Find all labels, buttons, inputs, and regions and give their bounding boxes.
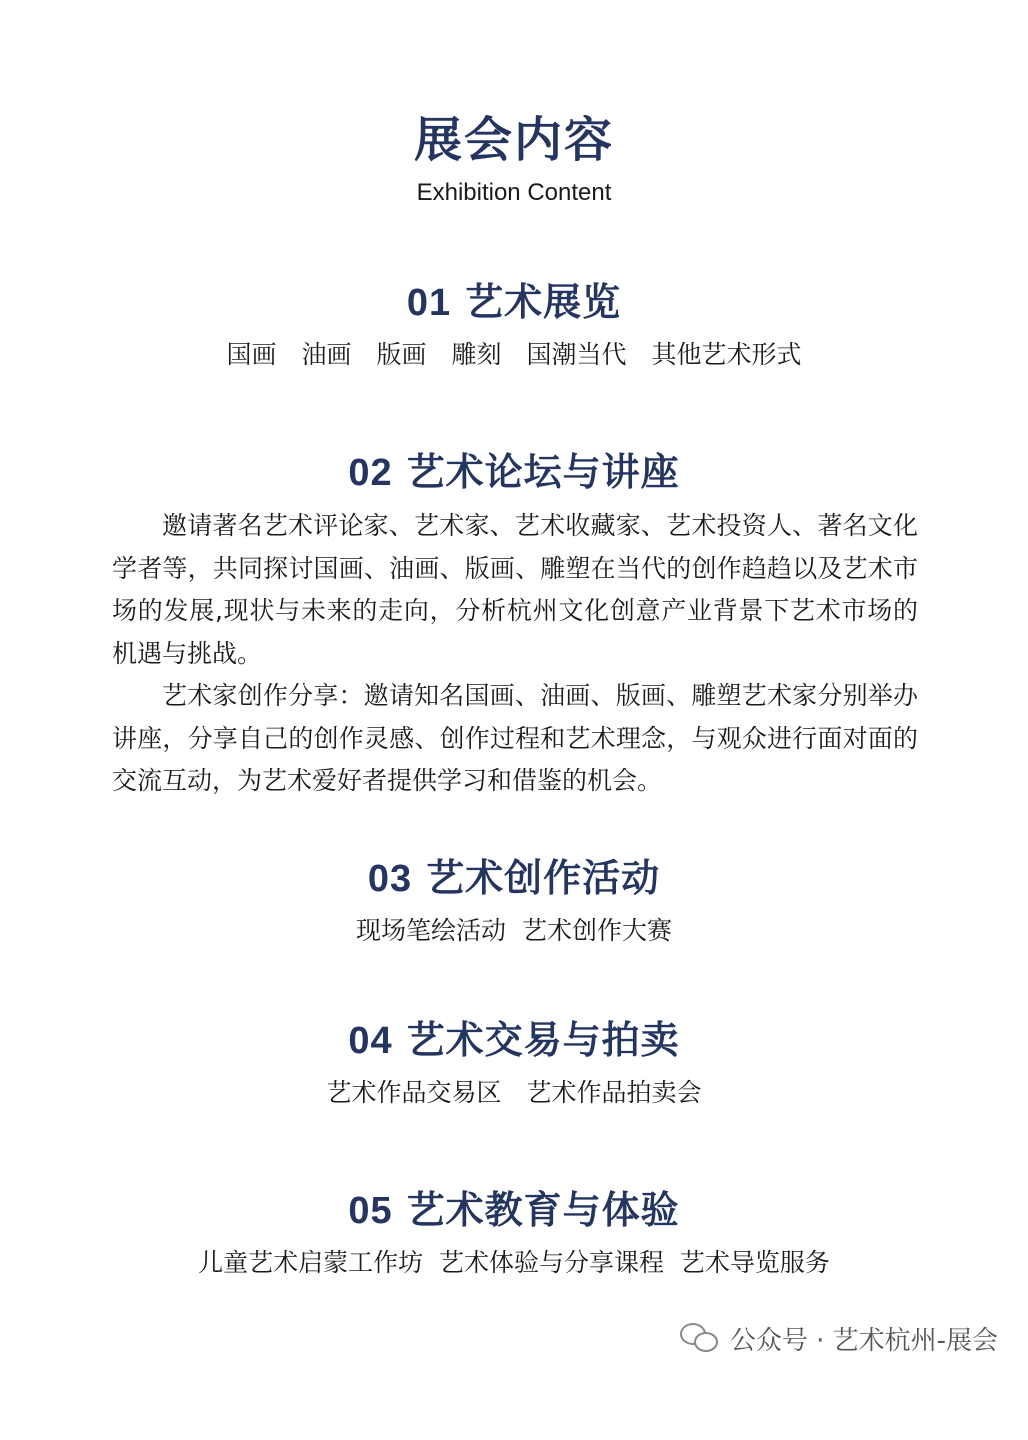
section-title (0, 1014, 1028, 1067)
section-art-education (0, 1184, 1028, 1281)
section-forum-body (112, 505, 918, 803)
section-heading: 艺术交易与拍卖 (406, 1018, 680, 1062)
page-title: 展会内容 (413, 112, 614, 168)
section-heading: 艺术创作活动 (426, 856, 661, 900)
section-items: 艺术作品交易区 艺术作品拍卖会 (326, 1078, 702, 1107)
page-subtitle: Exhibition Content (416, 179, 612, 206)
wechat-icon (680, 1321, 720, 1355)
section-number: 05 (348, 1190, 393, 1232)
section-number: 02 (348, 452, 393, 494)
paragraph-forum-intro: 邀请著名艺术评论家、艺术家、艺术收藏家、艺术投资人、著名文化学者等，共同探讨国画、油画、版画、雕塑在当代的创作趋趋以及艺术市场的发展,现状与未来的走向，分析杭州文化创意产业背景下艺术市场的机遇与挑战。 (112, 511, 918, 668)
section-number: 03 (367, 858, 413, 900)
section-heading: 艺术展览 (465, 280, 622, 324)
section-art-creation (0, 852, 1028, 949)
section-title (0, 852, 1028, 905)
section-number: 01 (406, 282, 452, 324)
section-title (0, 446, 1028, 499)
section-items: 现场笔绘活动 艺术创作大赛 (356, 916, 672, 945)
section-art-trading (0, 1014, 1028, 1111)
section-number: 04 (348, 1020, 393, 1062)
section-items: 国画 油画 版画 雕刻 国潮当代 其他艺术形式 (226, 340, 802, 369)
footer-text: 公众号 · 艺术杭州-展会 (729, 1325, 998, 1356)
section-items: 儿童艺术启蒙工作坊 艺术体验与分享课程 艺术导览服务 (198, 1248, 830, 1277)
section-heading: 艺术论坛与讲座 (406, 450, 680, 494)
footer-watermark (680, 1314, 998, 1362)
paragraph-artist-sharing: 艺术家创作分享：邀请知名国画、油画、版画、雕塑艺术家分别举办讲座，分享自己的创作灵感、创作过程和艺术理念，与观众进行面对面的交流互动，为艺术爱好者提供学习和借鉴的机会。 (112, 681, 918, 795)
section-art-exhibition (0, 276, 1028, 373)
section-title (0, 1184, 1028, 1237)
section-heading: 艺术教育与体验 (406, 1188, 680, 1232)
page-header (0, 108, 1028, 210)
section-art-forum (0, 446, 1028, 499)
section-title (0, 276, 1028, 329)
